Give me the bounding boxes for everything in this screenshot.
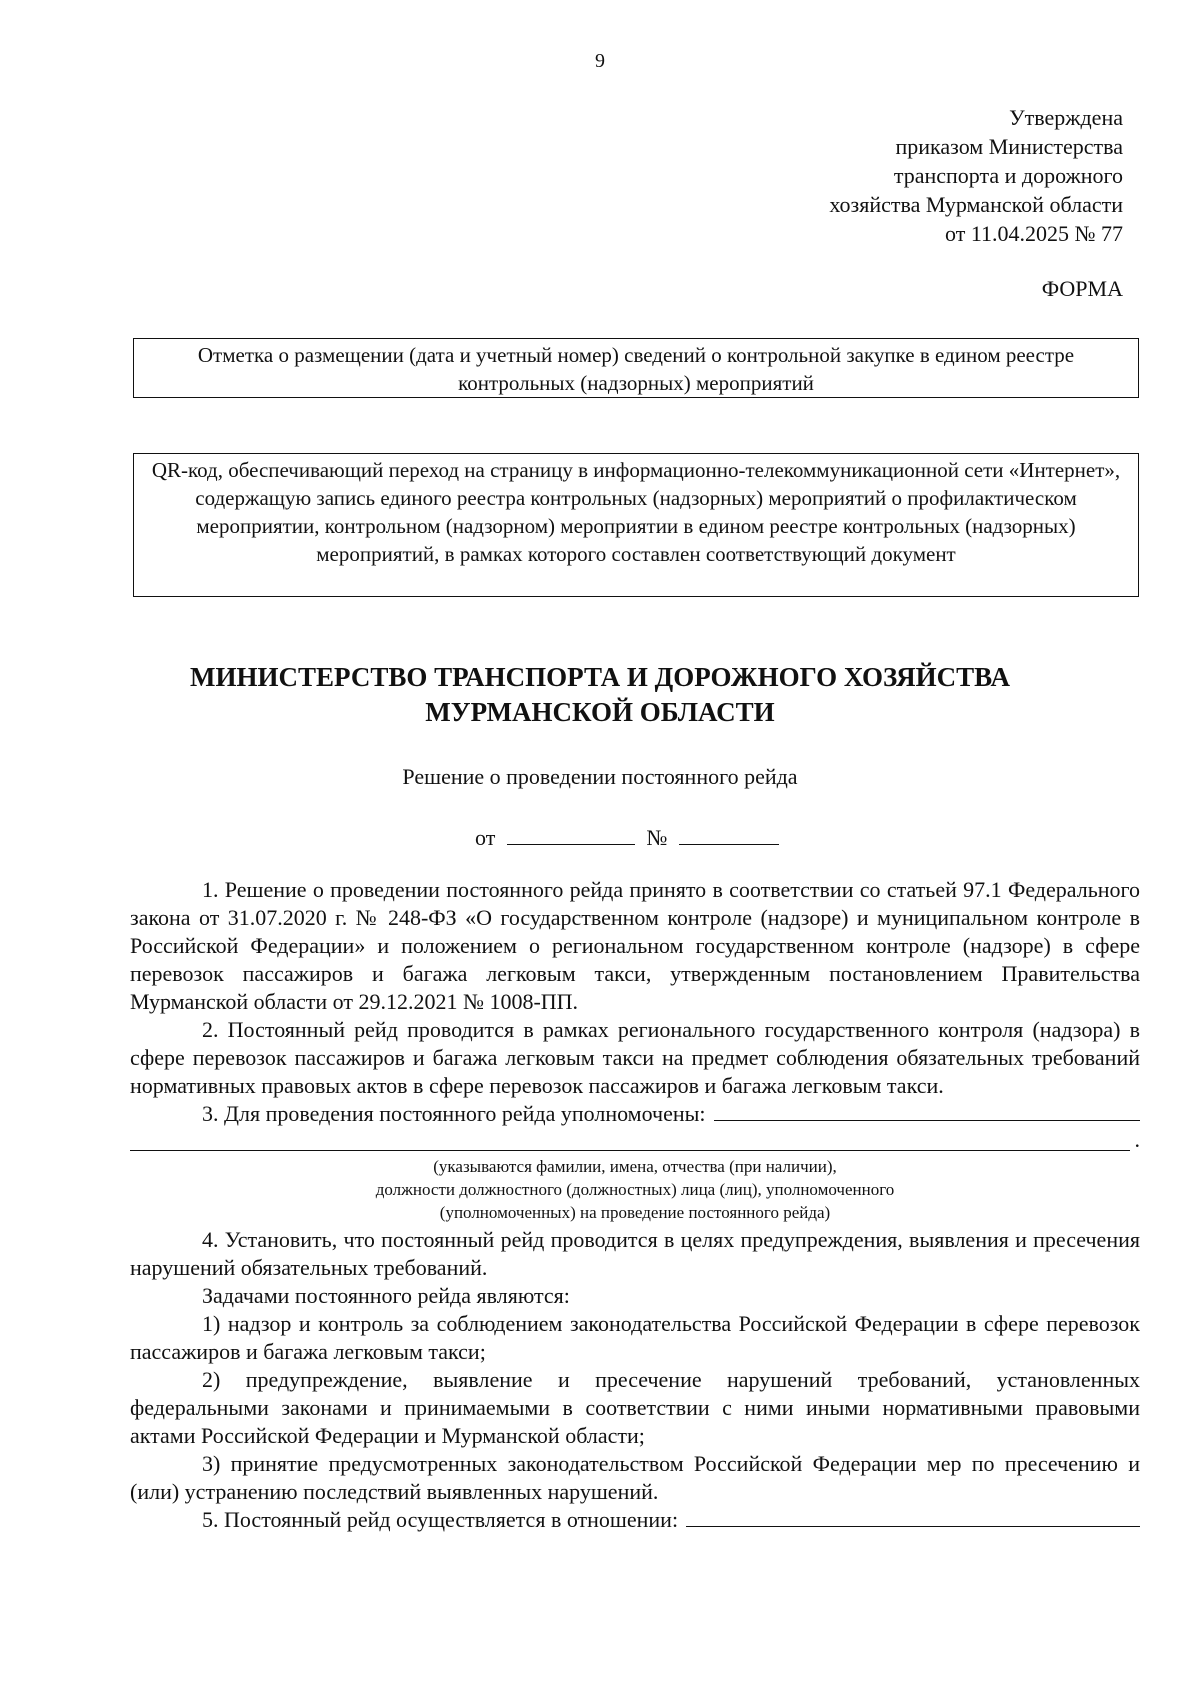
decision-title: Решение о проведении постоянного рейда <box>402 764 798 789</box>
paragraph-5-text: 5. Постоянный рейд осуществляется в отношении: <box>202 1507 679 1532</box>
approval-line-1: Утверждена <box>1009 105 1123 130</box>
date-number-line <box>475 824 779 851</box>
decision-body <box>130 876 1140 1534</box>
paragraph-5 <box>130 1506 1140 1534</box>
ministry-title-line-2: МУРМАНСКОЙ ОБЛАСТИ <box>425 697 775 727</box>
paragraph-1: 1. Решение о проведении постоянного рейда принято в соответствии со статьей 97.1 Федерального закона от 31.07.2020 г. № 248-ФЗ «О государственном контроле (надзоре) и муниципальном контроле в Российской Федерации» и положением о региональном государственном контроле (надзоре) в сфере перевозок пассажиров и багажа легковым такси, утвержденным постановлением Правительства Мурманской области от 29.12.2021 № 1008-ПП. <box>130 877 1140 1014</box>
note-line-2: должности должностного (должностных) лица (лиц), уполномоченного <box>375 1180 895 1199</box>
authorized-persons-blank-line-2[interactable] <box>130 1127 1140 1152</box>
qr-code-box: QR-код, обеспечивающий переход на страницу в информационно-телекоммуникационной сети «Интернет», содержащую запись единого реестра контрольных (надзорных) мероприятий о профилактическом мероприятии, контрольном (надзорном) мероприятии в едином реестре контрольных (надзорных) мероприятий, в рамках которого составлен соответствующий документ <box>133 453 1139 597</box>
paragraph-2: 2. Постоянный рейд проводится в рамках регионального государственного контроля (надзора) в сфере перевозок пассажиров и багажа легковым такси на предмет соблюдения обязательных требований нормативных правовых актов в сфере перевозок пассажиров и багажа легковым такси. <box>130 1017 1140 1098</box>
ministry-title <box>0 660 1200 730</box>
task-3: 3) принятие предусмотренных законодательством Российской Федерации мер по пресечению и (или) устранению последствий выявленных нарушений. <box>130 1451 1140 1504</box>
approval-line-2: приказом Министерства <box>895 134 1123 159</box>
authorized-persons-blank[interactable] <box>714 1100 1140 1121</box>
number-label: № <box>646 825 668 850</box>
note-line-3: (уполномоченных) на проведение постоянного рейда) <box>439 1203 831 1222</box>
page-number: 9 <box>595 50 605 72</box>
raid-subject-blank[interactable] <box>686 1506 1140 1527</box>
approval-line-5: от 11.04.2025 № 77 <box>945 221 1123 246</box>
paragraph-3-text: 3. Для проведения постоянного рейда уполномочены: <box>202 1101 706 1126</box>
paragraph-4: 4. Установить, что постоянный рейд проводится в целях предупреждения, выявления и пресечения нарушений обязательных требований. <box>130 1227 1140 1280</box>
date-from-label: от <box>475 825 496 850</box>
note-line-1: (указываются фамилии, имена, отчества (при наличии), <box>433 1157 837 1176</box>
ministry-title-line-1: МИНИСТЕРСТВО ТРАНСПОРТА И ДОРОЖНОГО ХОЗЯЙСТВА <box>190 662 1010 692</box>
task-2: 2) предупреждение, выявление и пресечение нарушений требований, установленных федеральными законами и принимаемыми в соответствии с ними иными нормативными правовыми актами Российской Федерации и Мурманской области; <box>130 1367 1140 1448</box>
number-blank-field[interactable] <box>679 824 779 845</box>
tasks-intro: Задачами постоянного рейда являются: <box>202 1283 570 1308</box>
authorized-persons-note <box>130 1155 1140 1224</box>
date-blank-field[interactable] <box>507 824 635 845</box>
approval-line-4: хозяйства Мурманской области <box>829 192 1123 217</box>
task-1: 1) надзор и контроль за соблюдением законодательства Российской Федерации в сфере перевозок пассажиров и багажа легковым такси; <box>130 1311 1140 1364</box>
paragraph-3-end: . <box>1134 1127 1140 1152</box>
paragraph-3 <box>130 1100 1140 1128</box>
form-label: ФОРМА <box>1041 276 1123 301</box>
approval-block <box>829 103 1123 248</box>
approval-line-3: транспорта и дорожного <box>893 163 1123 188</box>
registry-mark-box: Отметка о размещении (дата и учетный номер) сведений о контрольной закупке в едином реестре контрольных (надзорных) мероприятий <box>133 338 1139 398</box>
